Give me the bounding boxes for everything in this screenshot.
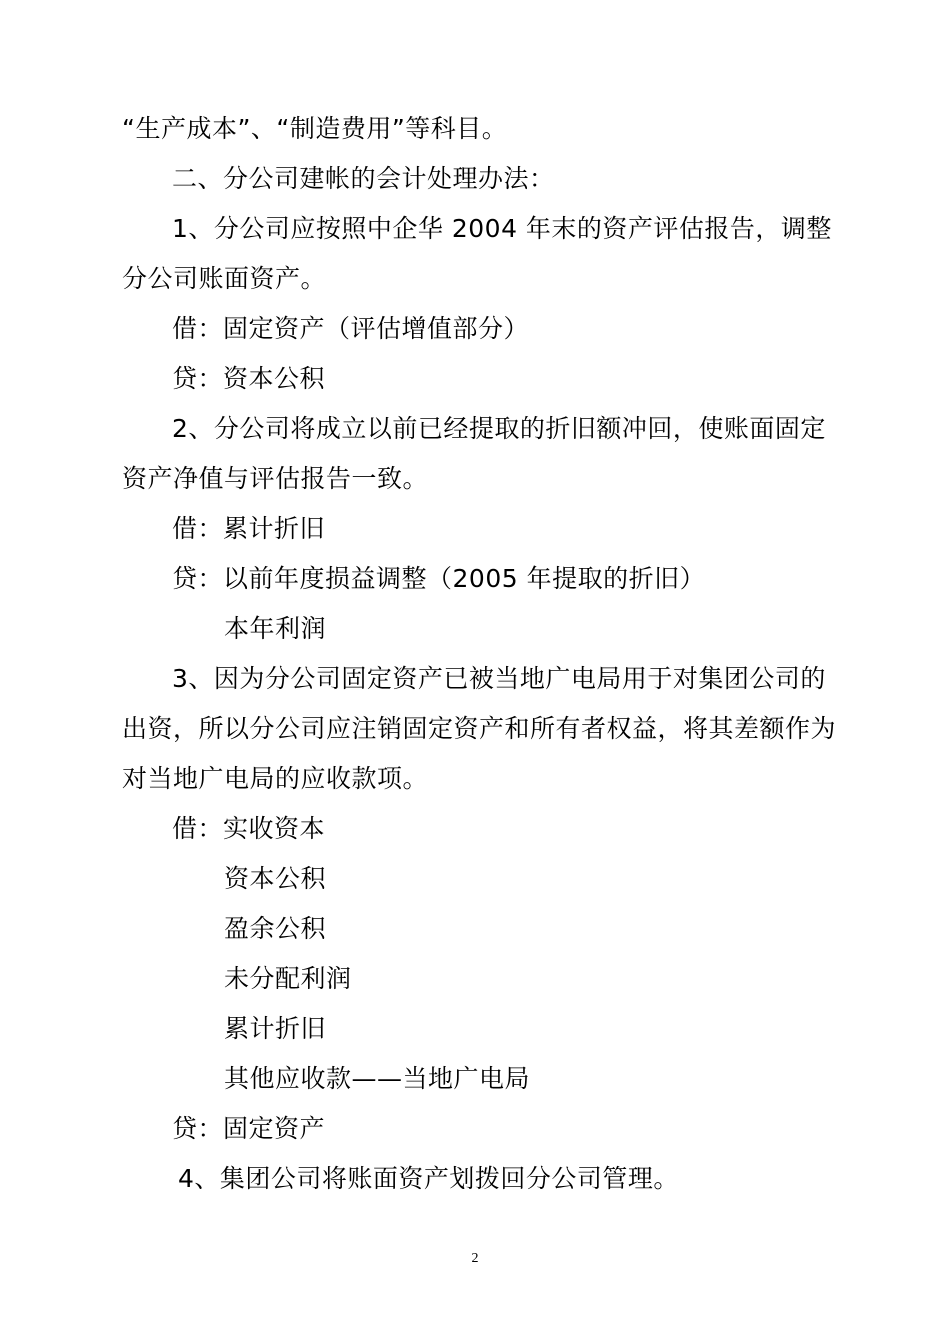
section-heading: 二、分公司建帐的会计处理办法： bbox=[172, 164, 555, 193]
journal-entry-debit: 借：实收资本 bbox=[172, 814, 326, 843]
text-line: 2、分公司将成立以前已经提取的折旧额冲回，使账面固定 bbox=[172, 414, 826, 443]
journal-entry-continuation: 其他应收款——当地广电局 bbox=[224, 1064, 531, 1093]
journal-entry-credit: 贷：资本公积 bbox=[172, 364, 326, 393]
text-line: 出资，所以分公司应注销固定资产和所有者权益，将其差额作为 bbox=[122, 714, 837, 743]
journal-entry-continuation: 盈余公积 bbox=[224, 914, 327, 943]
journal-entry-continuation: 资本公积 bbox=[224, 864, 327, 893]
journal-entry-credit: 贷：以前年度损益调整（2005 年提取的折旧） bbox=[172, 564, 706, 593]
journal-entry-credit: 贷：固定资产 bbox=[172, 1114, 326, 1143]
text-line: 3、因为分公司固定资产已被当地广电局用于对集团公司的 bbox=[172, 664, 826, 693]
page-number: 2 bbox=[471, 1251, 479, 1266]
text-line: “生产成本”、“制造费用”等科目。 bbox=[122, 114, 508, 143]
text-line: 1、分公司应按照中企华 2004 年末的资产评估报告，调整 bbox=[172, 214, 832, 243]
journal-entry-continuation: 累计折旧 bbox=[224, 1014, 327, 1043]
journal-entry-debit: 借：固定资产（评估增值部分） bbox=[172, 314, 530, 343]
text-line: 4、集团公司将账面资产划拨回分公司管理。 bbox=[178, 1164, 679, 1193]
text-line: 对当地广电局的应收款项。 bbox=[122, 764, 429, 793]
journal-entry-continuation: 未分配利润 bbox=[224, 964, 352, 993]
journal-entry-continuation: 本年利润 bbox=[224, 614, 327, 643]
text-line: 分公司账面资产。 bbox=[122, 264, 327, 293]
text-line: 资产净值与评估报告一致。 bbox=[122, 464, 429, 493]
journal-entry-debit: 借：累计折旧 bbox=[172, 514, 326, 543]
